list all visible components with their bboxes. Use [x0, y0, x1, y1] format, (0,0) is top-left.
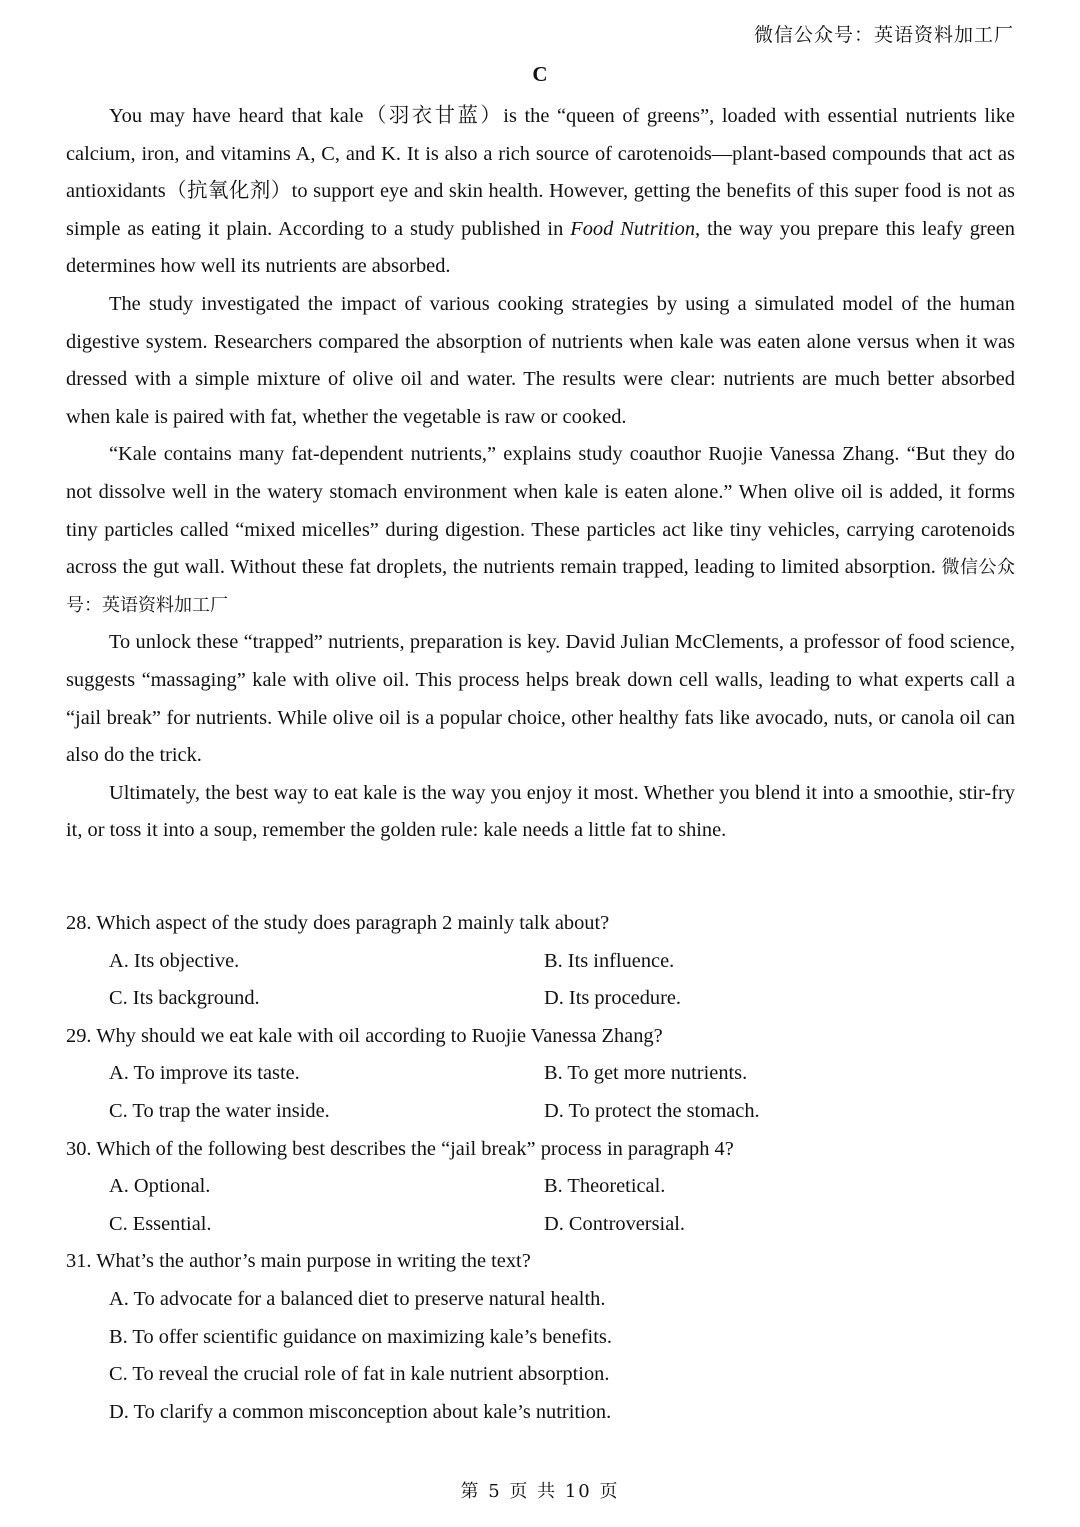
option-b: B. To get more nutrients. [544, 1062, 748, 1085]
paragraph-1 [66, 98, 1015, 286]
question-list [66, 905, 1015, 1431]
paragraph-3 [66, 436, 1015, 624]
question-31 [66, 1243, 1015, 1431]
paragraph-5: Ultimately, the best way to eat kale is the way you enjoy it most. Whether you blend it into a smoothie, stir-fry it, or toss it into a soup, remember the golden rule: kale needs a little fat to shine. [66, 781, 1015, 842]
option-b: B. Its influence. [544, 949, 675, 972]
option-c: C. To reveal the crucial role of fat in kale nutrient absorption. [109, 1363, 610, 1386]
paragraph-4: To unlock these “trapped” nutrients, preparation is key. David Julian McClements, a professor of food science, suggests “massaging” kale with olive oil. This process helps break down cell walls, leading to what experts call a “jail break” for nutrients. While olive oil is a popular choice, other healthy fats like avocado, nuts, or canola oil can also do the trick. [66, 631, 1015, 767]
option-b: B. To offer scientific guidance on maximizing kale’s benefits. [109, 1325, 612, 1348]
section-letter: C [532, 62, 548, 86]
option-d: D. Its procedure. [544, 987, 682, 1010]
option-a: A. Optional. [109, 1175, 211, 1198]
option-b: B. Theoretical. [544, 1175, 666, 1198]
option-c: C. Essential. [109, 1212, 212, 1235]
question-30 [66, 1131, 1015, 1244]
question-29 [66, 1018, 1015, 1131]
question-stem: 28. Which aspect of the study does paragraph 2 mainly talk about? [66, 912, 610, 934]
paragraph-1-part-b: , the way you prepare this leafy green determines how well its nutrients are absorbed. [66, 217, 1015, 278]
inline-watermark: 微信公众号：英语资料加工厂 [66, 557, 1016, 616]
paragraph-1-part-a: You may have heard that kale（羽衣甘蓝）is the “queen of greens”, loaded with essential nutrients like calcium, iron, and vitamins A, C, and K. It is also a rich source of carotenoids—plant-based compounds that act as antioxidants（抗氧化剂）to support eye and skin health. However, getting the benefits of this super food is not as simple as eating it plain. According to a study published in [66, 105, 1015, 240]
journal-title: Food Nutrition [570, 217, 696, 240]
option-a: A. To improve its taste. [109, 1062, 300, 1085]
question-stem: 31. What’s the author’s main purpose in writing the text? [66, 1250, 531, 1273]
option-d: D. Controversial. [544, 1212, 686, 1235]
option-a: A. Its objective. [109, 949, 240, 972]
option-a: A. To advocate for a balanced diet to preserve natural health. [109, 1287, 606, 1310]
option-c: C. Its background. [109, 987, 260, 1010]
page-header-watermark: 微信公众号：英语资料加工厂 [753, 24, 1014, 46]
question-28 [66, 905, 1015, 1018]
reading-passage [66, 98, 1015, 850]
option-c: C. To trap the water inside. [109, 1099, 330, 1122]
question-stem: 29. Why should we eat kale with oil according to Ruojie Vanessa Zhang? [66, 1024, 663, 1047]
question-stem: 30. Which of the following best describes the “jail break” process in paragraph 4? [66, 1137, 734, 1160]
paragraph-2: The study investigated the impact of various cooking strategies by using a simulated model of the human digestive system. Researchers compared the absorption of nutrients when kale was eaten alone versus when it was dressed with a simple mixture of olive oil and water. The results were clear: nutrients are much better absorbed when kale is paired with fat, whether the vegetable is raw or cooked. [66, 292, 1015, 428]
paragraph-3-text: “Kale contains many fat-dependent nutrients,” explains study coauthor Ruojie Vanessa Zhang. “But they do not dissolve well in the watery stomach environment when kale is eaten alone.” When olive oil is added, it forms tiny particles called “mixed micelles” during digestion. These particles act like tiny vehicles, carrying carotenoids across the gut wall. Without these fat droplets, the nutrients remain trapped, leading to limited absorption. [66, 443, 1015, 579]
option-d: D. To clarify a common misconception about kale’s nutrition. [109, 1400, 612, 1423]
page-footer: 第 5 页 共 10 页 [460, 1481, 620, 1502]
option-d: D. To protect the stomach. [544, 1099, 760, 1122]
